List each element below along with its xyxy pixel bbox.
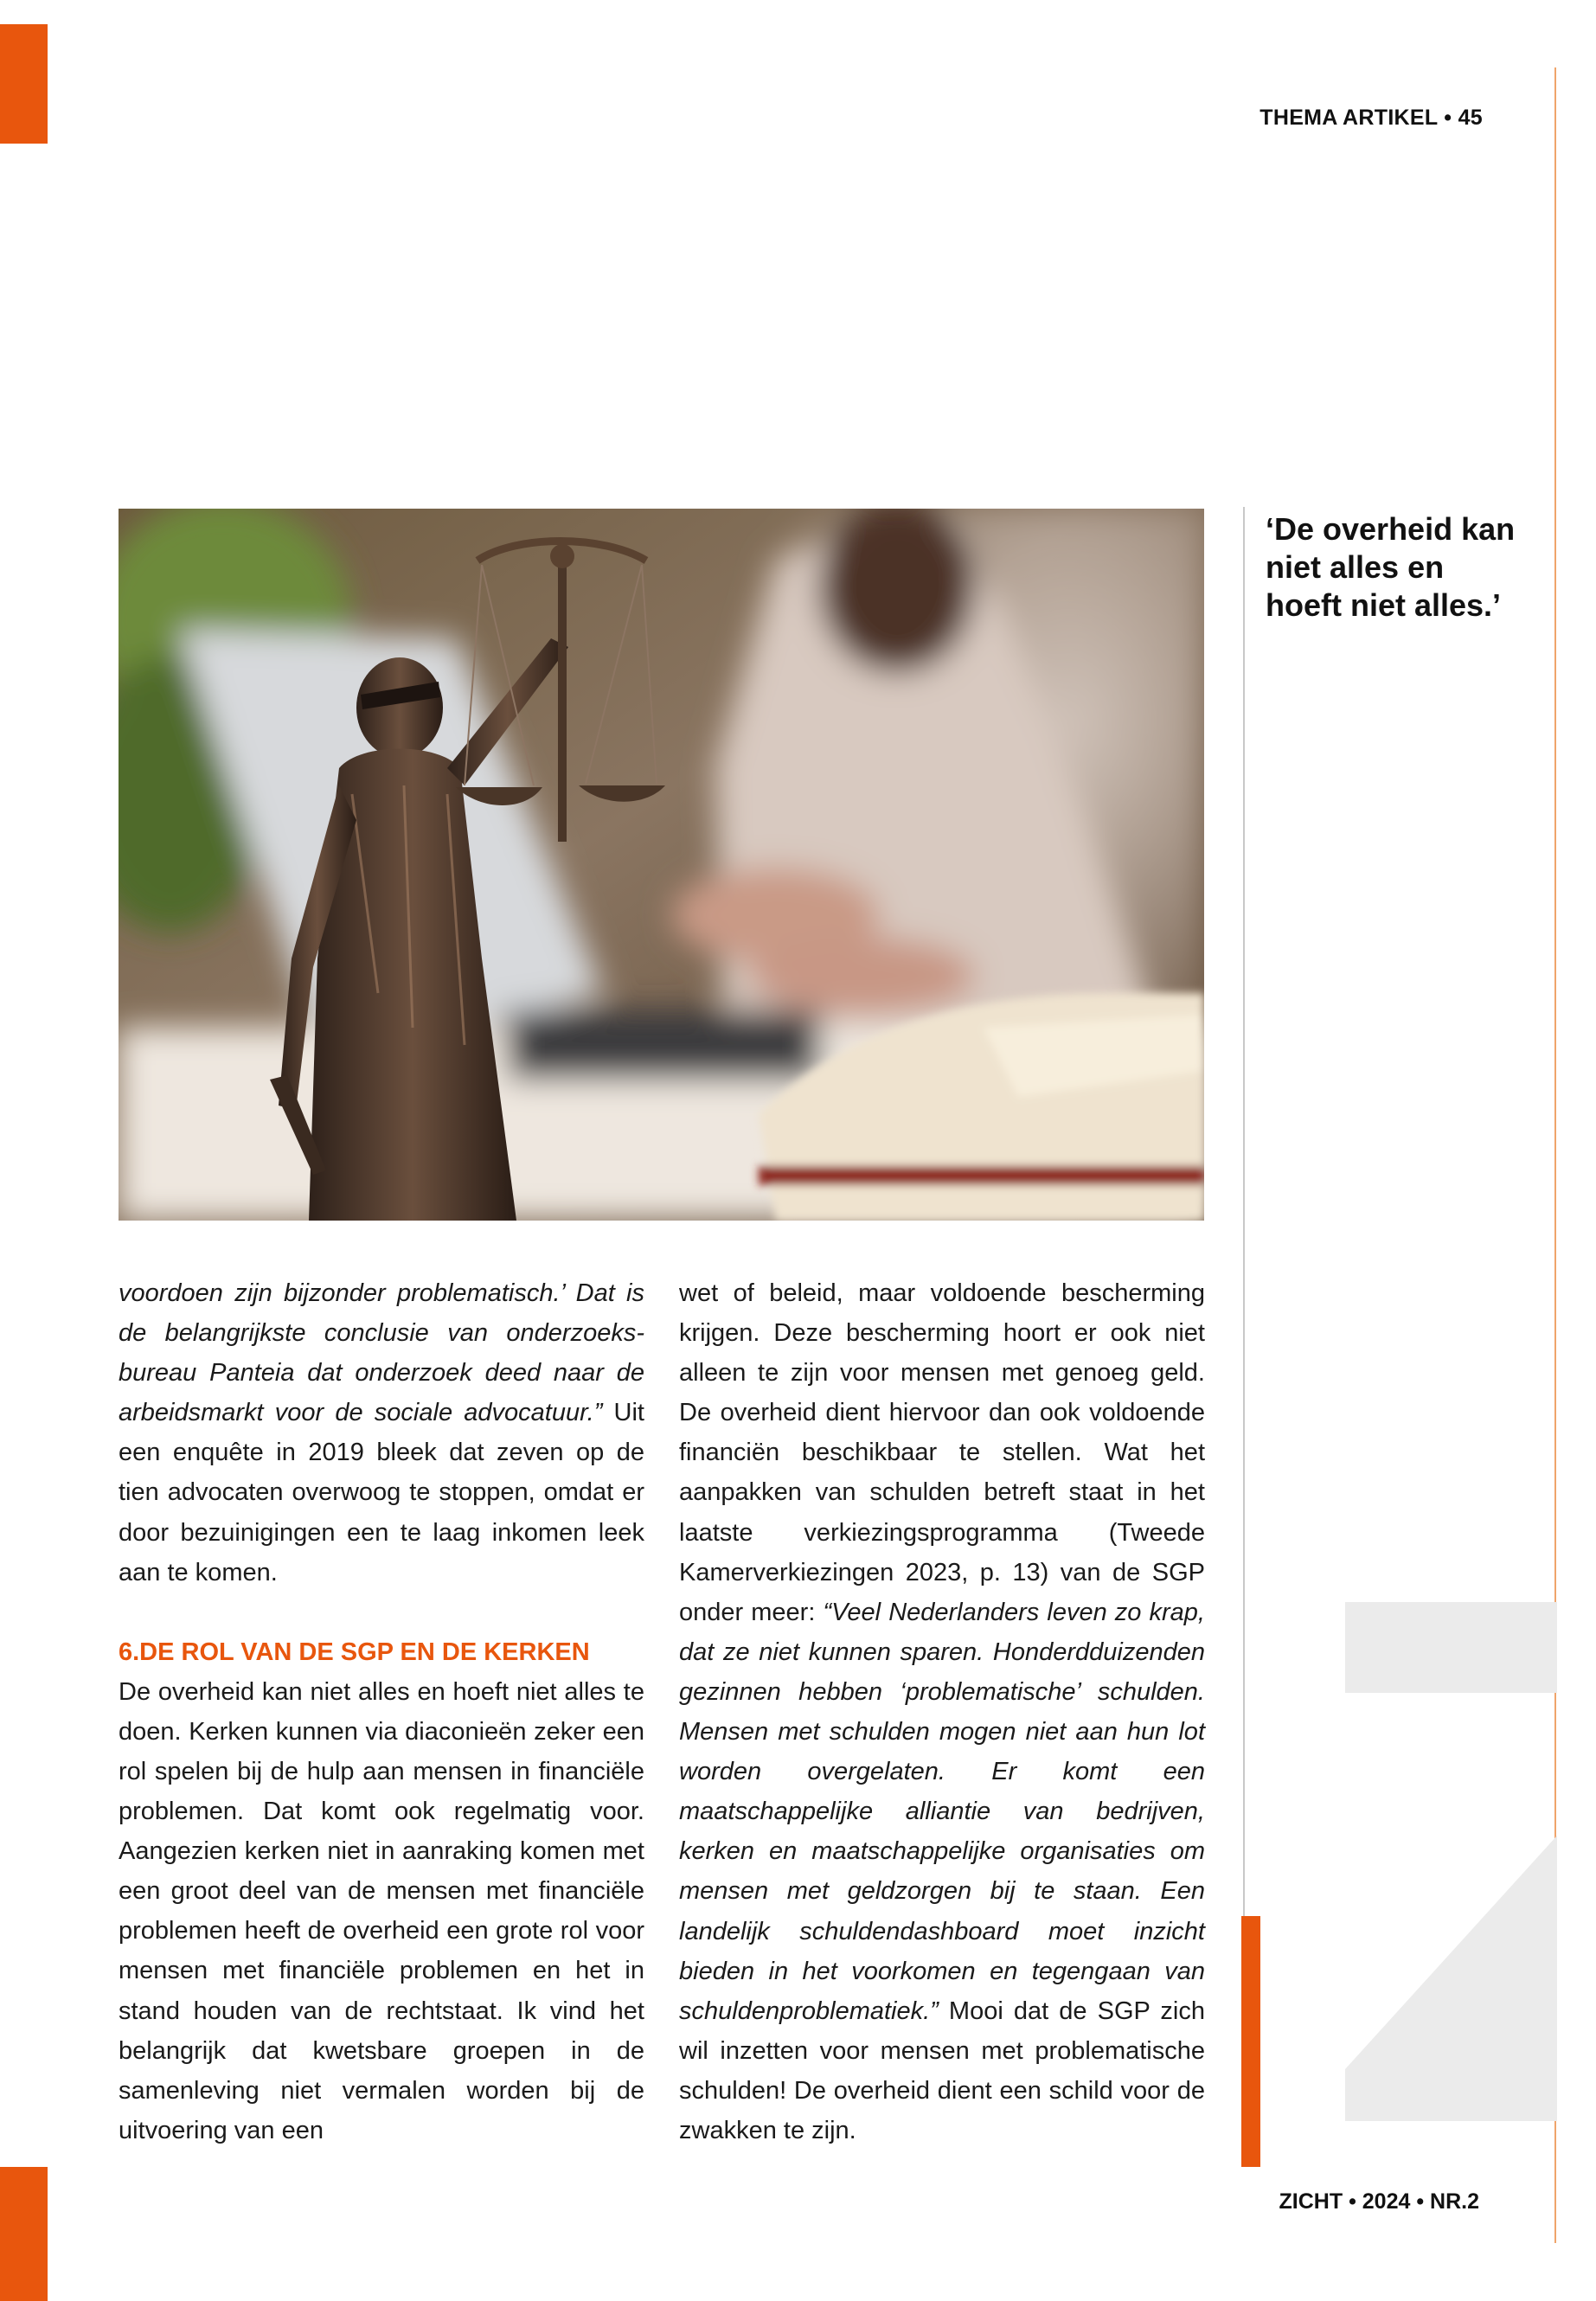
large-numeral-2-watermark bbox=[1345, 1602, 1557, 2125]
running-head bbox=[1259, 106, 1483, 131]
lady-justice-photo bbox=[119, 509, 1204, 1221]
paragraph-sgp-kerken: De overheid kan niet alles en hoeft niet alles te doen. Kerken kunnen via diaconieën zeker een rol spelen bij de hulp aan mensen in financiële problemen. Dat komt ook regelmatig voor. Aangezien kerken niet in aanraking komen met een groot deel van de mensen met financiële problemen heeft de overheid een grote rol voor mensen met financiële problemen en het in stand houden van de rechtstaat. Ik vind het belangrijk dat kwetsbare groepen in de samenleving niet vermalen worden bij de uitvoering van een bbox=[119, 1677, 644, 2144]
separator-dot: • bbox=[1444, 106, 1452, 130]
paragraph-intro-text: Uit een enquête in 2019 bleek dat zeven op de tien advocaten overwoog te stoppen, omdat er door bezuinigingen een te laag inkomen leek aan te komen. bbox=[119, 1399, 644, 1586]
program-quote: “Veel Nederlanders leven zo krap, dat ze niet kunnen sparen. Honderdduizenden gezinnen hebben ‘problematische’ schulden. Mensen met schulden mogen niet aan hun lot worden overgelaten. Er komt een maatschappelijke alliantie van bedrijven, kerken en maatschappelijke organisaties om mensen met geldzorgen bij te staan. Een landelijk schuldendashboard moet inzicht bieden in het voorkomen en tegengaan van schuldenproblematiek.” bbox=[679, 1598, 1205, 2025]
section-heading: 6.DE ROL VAN DE SGP EN DE KERKEN bbox=[119, 1638, 590, 1666]
paragraph-text-start: wet of beleid, maar voldoende bescherming krijgen. Deze bescherming hoort er ook niet alleen te zijn voor mensen met genoeg geld. De overheid dient hiervoor dan ook voldoende financiën beschikbaar te stellen. Wat het aanpakken van schulden betreft staat in het laatste verkiezingsprogramma (Tweede Kamerverkiezingen 2023, p. 13) van de SGP onder meer: bbox=[679, 1279, 1205, 1626]
orange-accent-bar-bottom bbox=[0, 2167, 48, 2301]
sidebar-orange-accent bbox=[1241, 1916, 1260, 2167]
article-column-left bbox=[119, 1273, 644, 2150]
quoted-conclusion: voordoen zijn bijzonder problematisch.’ Dat is de belangrijkste conclusie van onderzoeksbureau Panteia dat onderzoek deed naar de arbeidsmarkt voor de sociale advocatuur.” bbox=[119, 1279, 644, 1427]
pull-quote: ‘De overheid kan niet alles en hoeft niet alles.’ bbox=[1266, 511, 1516, 623]
article-column-right bbox=[679, 1273, 1205, 2150]
page-number: 45 bbox=[1458, 106, 1483, 130]
paragraph-intro bbox=[119, 1273, 644, 1593]
section-label: THEMA ARTIKEL bbox=[1259, 106, 1439, 130]
paragraph-text-end: Mooi dat de SGP zich wil inzetten voor mensen met problematische schulden! De overheid dient een schild voor de zwakken te zijn. bbox=[679, 1997, 1205, 2144]
running-foot: ZICHT • 2024 • NR.2 bbox=[1279, 2189, 1479, 2214]
paragraph-bescherming bbox=[679, 1273, 1205, 2150]
orange-accent-bar-top bbox=[0, 24, 48, 144]
